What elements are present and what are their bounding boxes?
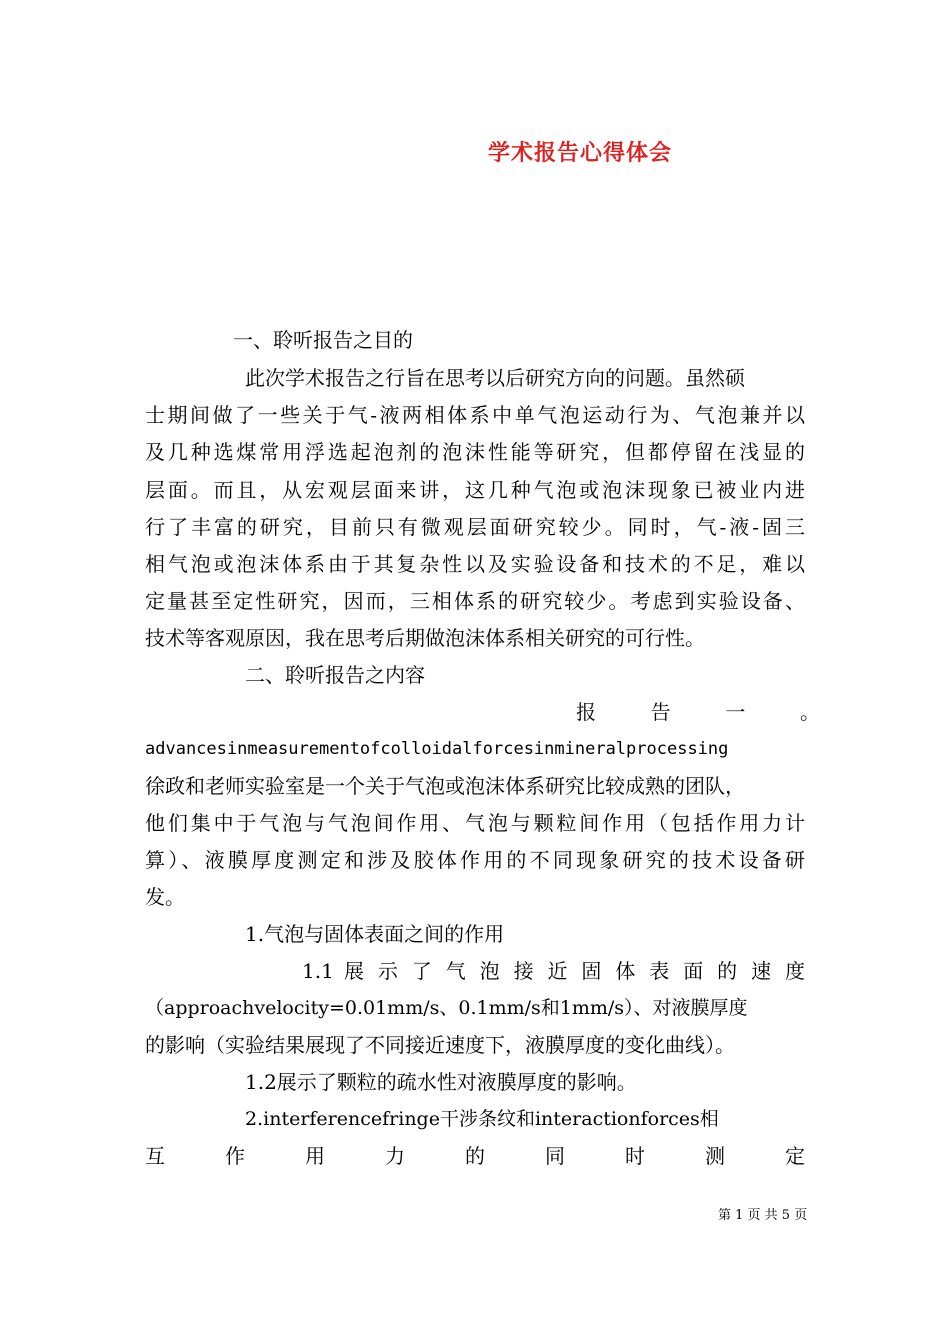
page-footer: 第 1 页 共 5 页: [718, 1208, 808, 1223]
item-1-1: 1.1 展 示 了 气 泡 接 近 固 体 表 面 的 速 度: [302, 959, 805, 983]
report-one-label: 报 告 一 。: [576, 700, 820, 724]
paragraph-line: 定量甚至定性研究，因而，三相体系的研究较少。考虑到实验设备、: [145, 589, 805, 613]
paragraph-line: （approachvelocity=0.01mm/s、0.1mm/s和1mm/s）、对液膜厚度: [145, 997, 748, 1019]
section-heading-purpose: 一、聆听报告之目的: [233, 328, 413, 352]
paragraph-line: 他们集中于气泡与气泡间作用、气泡与颗粒间作用（包括作用力计: [145, 811, 805, 835]
paragraph-line: 互 作 用 力 的 同 时 测 定: [145, 1144, 805, 1168]
paragraph-line: 发。: [145, 885, 185, 909]
paragraph-line: 技术等客观原因，我在思考后期做泡沫体系相关研究的可行性。: [145, 626, 705, 650]
item-1-2: 1.2展示了颗粒的疏水性对液膜厚度的影响。: [245, 1070, 637, 1094]
paragraph-line: 徐政和老师实验室是一个关于气泡或泡沫体系研究比较成熟的团队，: [145, 774, 745, 798]
paragraph-line: 算）、液膜厚度测定和涉及胶体作用的不同现象研究的技术设备研: [145, 848, 805, 872]
section-heading-content: 二、聆听报告之内容: [245, 663, 425, 687]
paragraph-line: 层面。而且，从宏观层面来讲，这几种气泡或泡沫现象已被业内进: [145, 478, 805, 502]
item-2: 2.interferencefringe干涉条纹和interactionforces相: [245, 1108, 719, 1130]
report-one-title: advancesinmeasurementofcolloidalforcesinmineralprocessing: [145, 739, 729, 759]
paragraph-line: 此次学术报告之行旨在思考以后研究方向的问题。虽然硕: [245, 366, 745, 390]
paragraph-line: 的影响（实验结果展现了不同接近速度下，液膜厚度的变化曲线）。: [145, 1033, 735, 1057]
paragraph-line: 士期间做了一些关于气-液两相体系中单气泡运动行为、气泡兼并以: [145, 403, 805, 427]
paragraph-line: 及几种选煤常用浮选起泡剂的泡沫性能等研究，但都停留在浅显的: [145, 440, 805, 464]
paragraph-line: 行了丰富的研究，目前只有微观层面研究较少。同时，气-液-固三: [145, 515, 805, 539]
subheading-bubble-solid: 1.气泡与固体表面之间的作用: [245, 922, 505, 946]
paragraph-line: 相气泡或泡沫体系由于其复杂性以及实验设备和技术的不足，难以: [145, 552, 805, 576]
page-title: 学术报告心得体会: [488, 140, 673, 166]
